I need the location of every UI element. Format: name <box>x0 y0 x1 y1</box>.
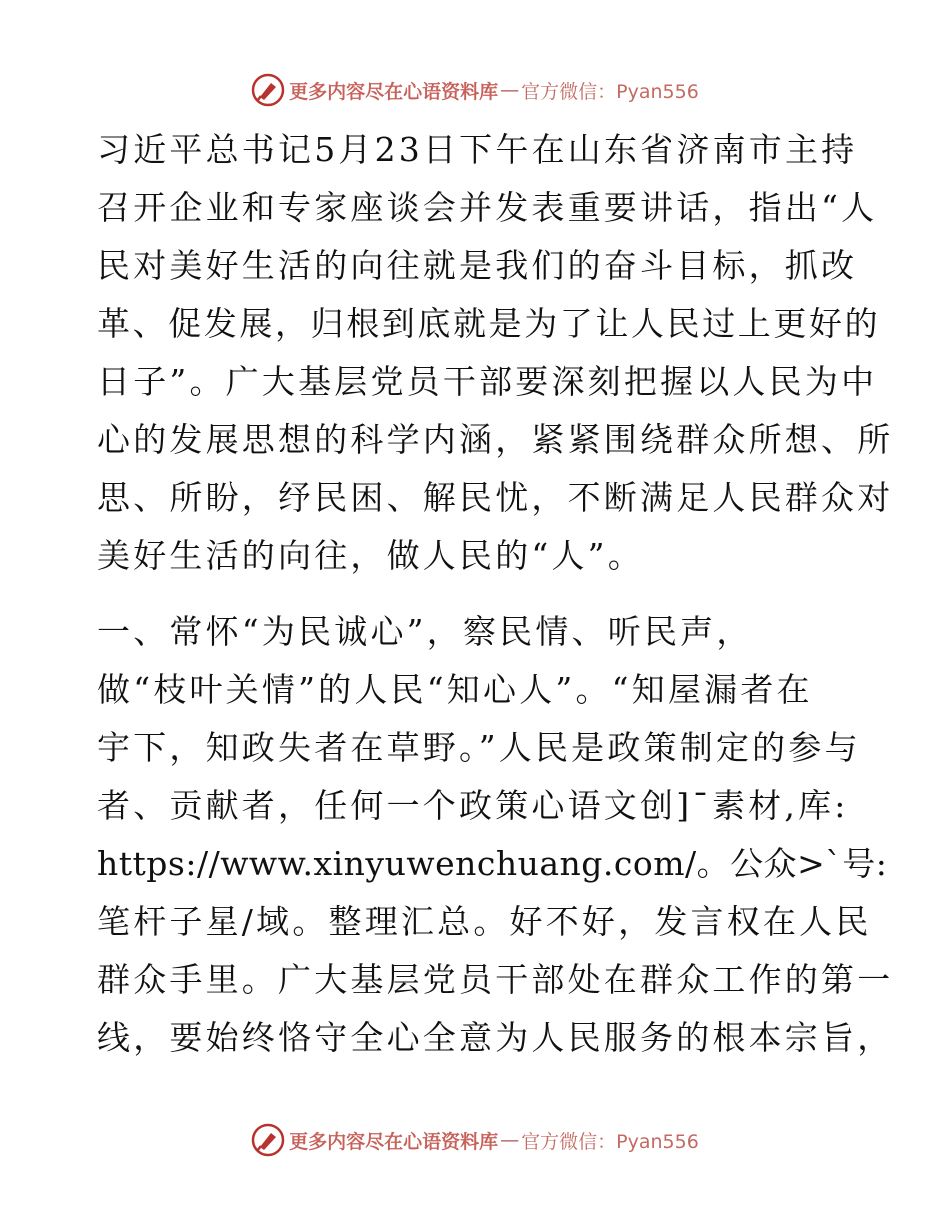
banner-sub-text: 官方微信：Pyan556 <box>521 80 699 103</box>
banner-main-text: 更多内容尽在心语资料库 <box>289 1130 499 1153</box>
pen-nib-logo-icon <box>251 1123 285 1157</box>
paragraph-1-line-3: 民对美好生活的向往就是我们的奋斗目标，抓改 <box>97 246 858 285</box>
paragraph-1-line-5: 日子”。广大基层党员干部要深刻把握以人民为中 <box>97 362 878 401</box>
pen-nib-logo-icon <box>251 73 285 107</box>
paragraph-2-line-7: 群众手里。广大基层党员干部处在群众工作的第一 <box>97 960 894 999</box>
banner-dash: — <box>500 1129 520 1151</box>
banner-main-text: 更多内容尽在心语资料库 <box>289 80 499 103</box>
paragraph-1-line-6: 心的发展思想的科学内涵，紧紧围绕群众所想、所 <box>97 420 894 459</box>
header-banner <box>0 70 950 110</box>
paragraph-2-line-5: https://www.xinyuwenchuang.com/。公众>`号: <box>97 844 888 883</box>
paragraph-2-line-1: 一、常怀“为民诚心”，察民情、听民声， <box>97 612 753 651</box>
paragraph-2-line-3: 宇下，知政失者在草野。”人民是政策制定的参与 <box>97 728 861 767</box>
paragraph-1-line-4: 革、促发展，归根到底就是为了让人民过上更好的 <box>97 304 881 343</box>
paragraph-2-line-4: 者、贡献者，任何一个政策心语文创]¯素材,库: <box>97 786 849 825</box>
banner-dash: — <box>500 79 520 101</box>
paragraph-1-line-2: 召开企业和专家座谈会并发表重要讲话，指出“人 <box>97 188 878 227</box>
paragraph-1-line-7: 思、所盼，纾民困、解民忧，不断满足人民群众对 <box>97 478 894 517</box>
paragraph-1-line-8: 美好生活的向往，做人民的“人”。 <box>97 536 644 575</box>
banner-sub-text: 官方微信：Pyan556 <box>521 1130 699 1153</box>
footer-banner <box>0 1120 950 1160</box>
paragraph-1-line-1: 习近平总书记5月23日下午在山东省济南市主持 <box>97 130 858 169</box>
paragraph-2-line-6: 笔杆子星/域。整理汇总。好不好，发言权在人民 <box>97 902 872 941</box>
paragraph-2-line-2: 做“枝叶关情”的人民“知心人”。“知屋漏者在 <box>97 670 813 709</box>
paragraph-2-line-8: 线，要始终恪守全心全意为人民服务的根本宗旨， <box>97 1018 894 1057</box>
